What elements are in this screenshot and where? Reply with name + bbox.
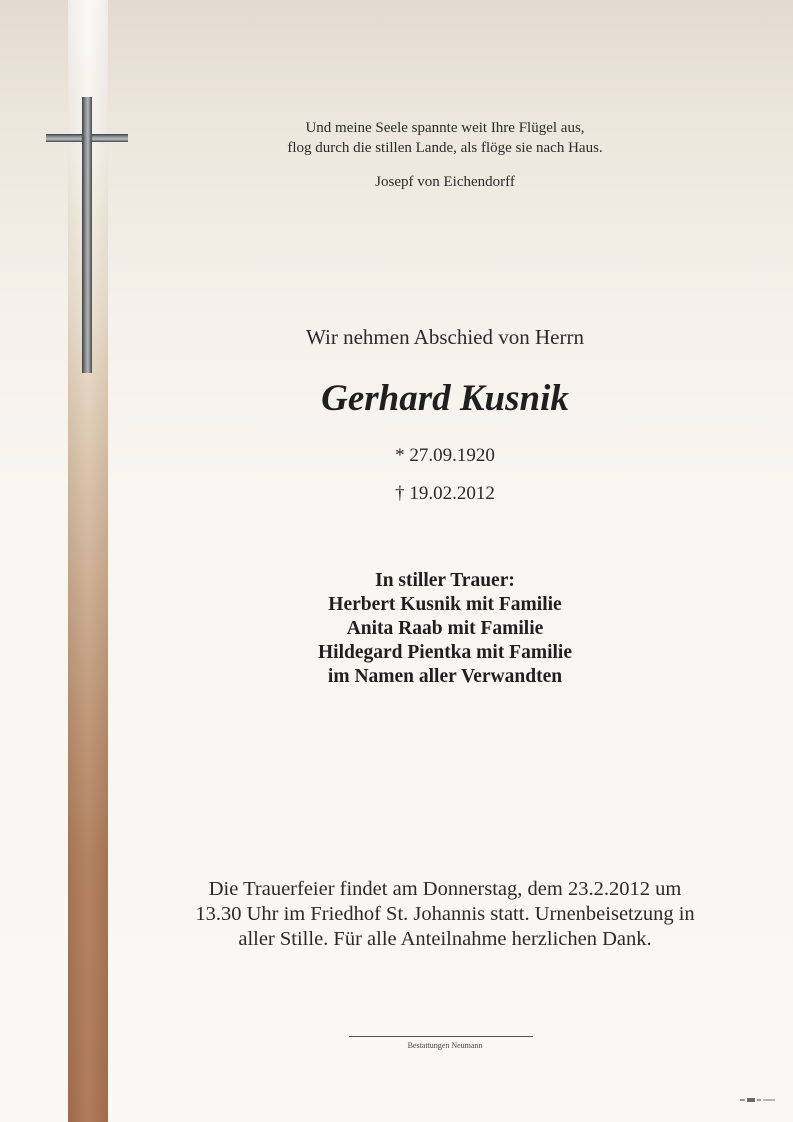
mourners-list bbox=[140, 569, 750, 689]
logo-mark-icon bbox=[740, 1097, 776, 1103]
ceremony-line: 13.30 Uhr im Friedhof St. Johannis statt. Urnenbeisetzung in bbox=[195, 903, 695, 925]
deceased-name: Gerhard Kusnik bbox=[321, 378, 569, 419]
mourner-item: Hildegard Pientka mit Familie bbox=[317, 642, 572, 663]
mourner-item: Herbert Kusnik mit Familie bbox=[328, 594, 562, 615]
birth-date: * 27.09.1920 bbox=[395, 445, 495, 466]
death-date: † 19.02.2012 bbox=[395, 483, 495, 504]
farewell-intro: Wir nehmen Abschied von Herrn bbox=[306, 325, 584, 349]
mourners-heading: In stiller Trauer: bbox=[375, 570, 515, 591]
footer-divider bbox=[349, 1036, 533, 1037]
ceremony-line: Die Trauerfeier findet am Donnerstag, dem 23.2.2012 um bbox=[208, 878, 682, 900]
quote-author: Josepf von Eichendorff bbox=[375, 174, 515, 190]
quote-line: flog durch die stillen Lande, als flöge sie nach Haus. bbox=[287, 140, 603, 156]
mourner-item: Anita Raab mit Familie bbox=[346, 618, 544, 639]
ceremony-line: aller Stille. Für alle Anteilnahme herzlichen Dank. bbox=[238, 928, 652, 950]
quote bbox=[140, 118, 750, 158]
mourner-item: im Namen aller Verwandten bbox=[327, 666, 563, 687]
undertaker-name: Bestattungen Neumann bbox=[407, 1041, 483, 1050]
quote-line: Und meine Seele spannte weit Ihre Flügel aus, bbox=[305, 120, 585, 136]
ceremony-notice bbox=[150, 877, 740, 952]
cross-icon bbox=[44, 97, 130, 373]
